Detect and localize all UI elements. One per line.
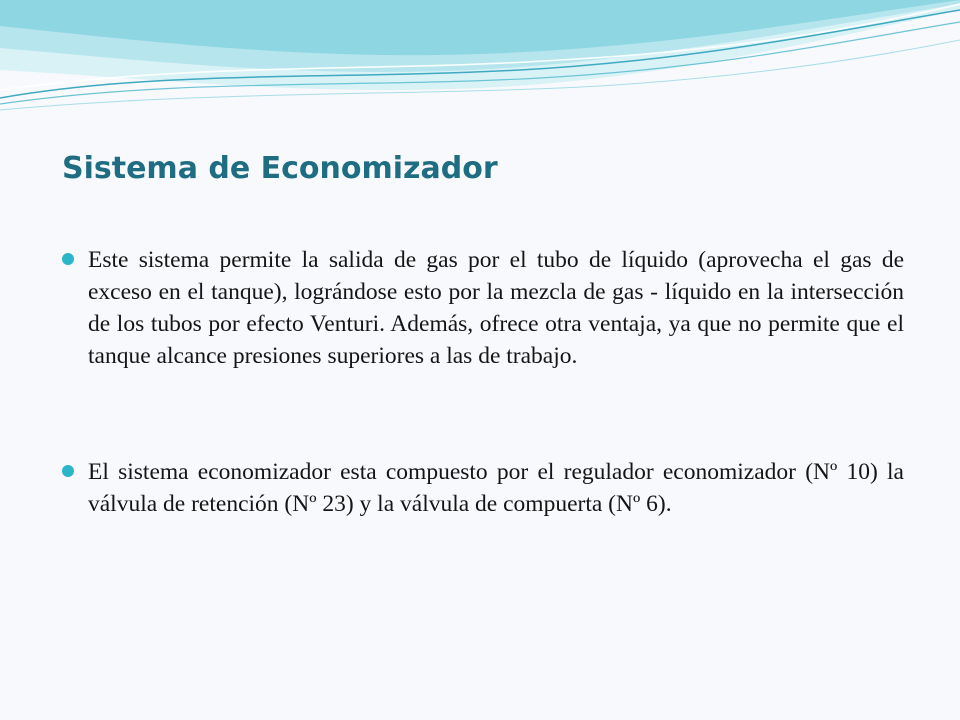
bullet-dot-icon <box>62 253 74 265</box>
bullet-dot-icon <box>62 465 74 477</box>
slide-title: Sistema de Economizador <box>62 151 498 186</box>
bullet-text: Este sistema permite la salida de gas por el tubo de líquido (aprovecha el gas de exceso en el tanque), lográndose esto por la mezcla de gas - líquido en la intersección de los tubos por efecto Venturi. Además, ofrece otra ventaja, ya que no permite que el tanque alcance presiones superiores a las de trabajo. <box>88 247 904 369</box>
bullet-list <box>62 244 904 520</box>
bullet-text: El sistema economizador esta compuesto por el regulador economizador (Nº 10) la válvula de retención (Nº 23) y la válvula de compuerta (Nº 6). <box>88 459 904 517</box>
bullet-item <box>62 244 904 372</box>
bullet-item <box>62 456 904 520</box>
header-wave-decoration <box>0 0 960 120</box>
